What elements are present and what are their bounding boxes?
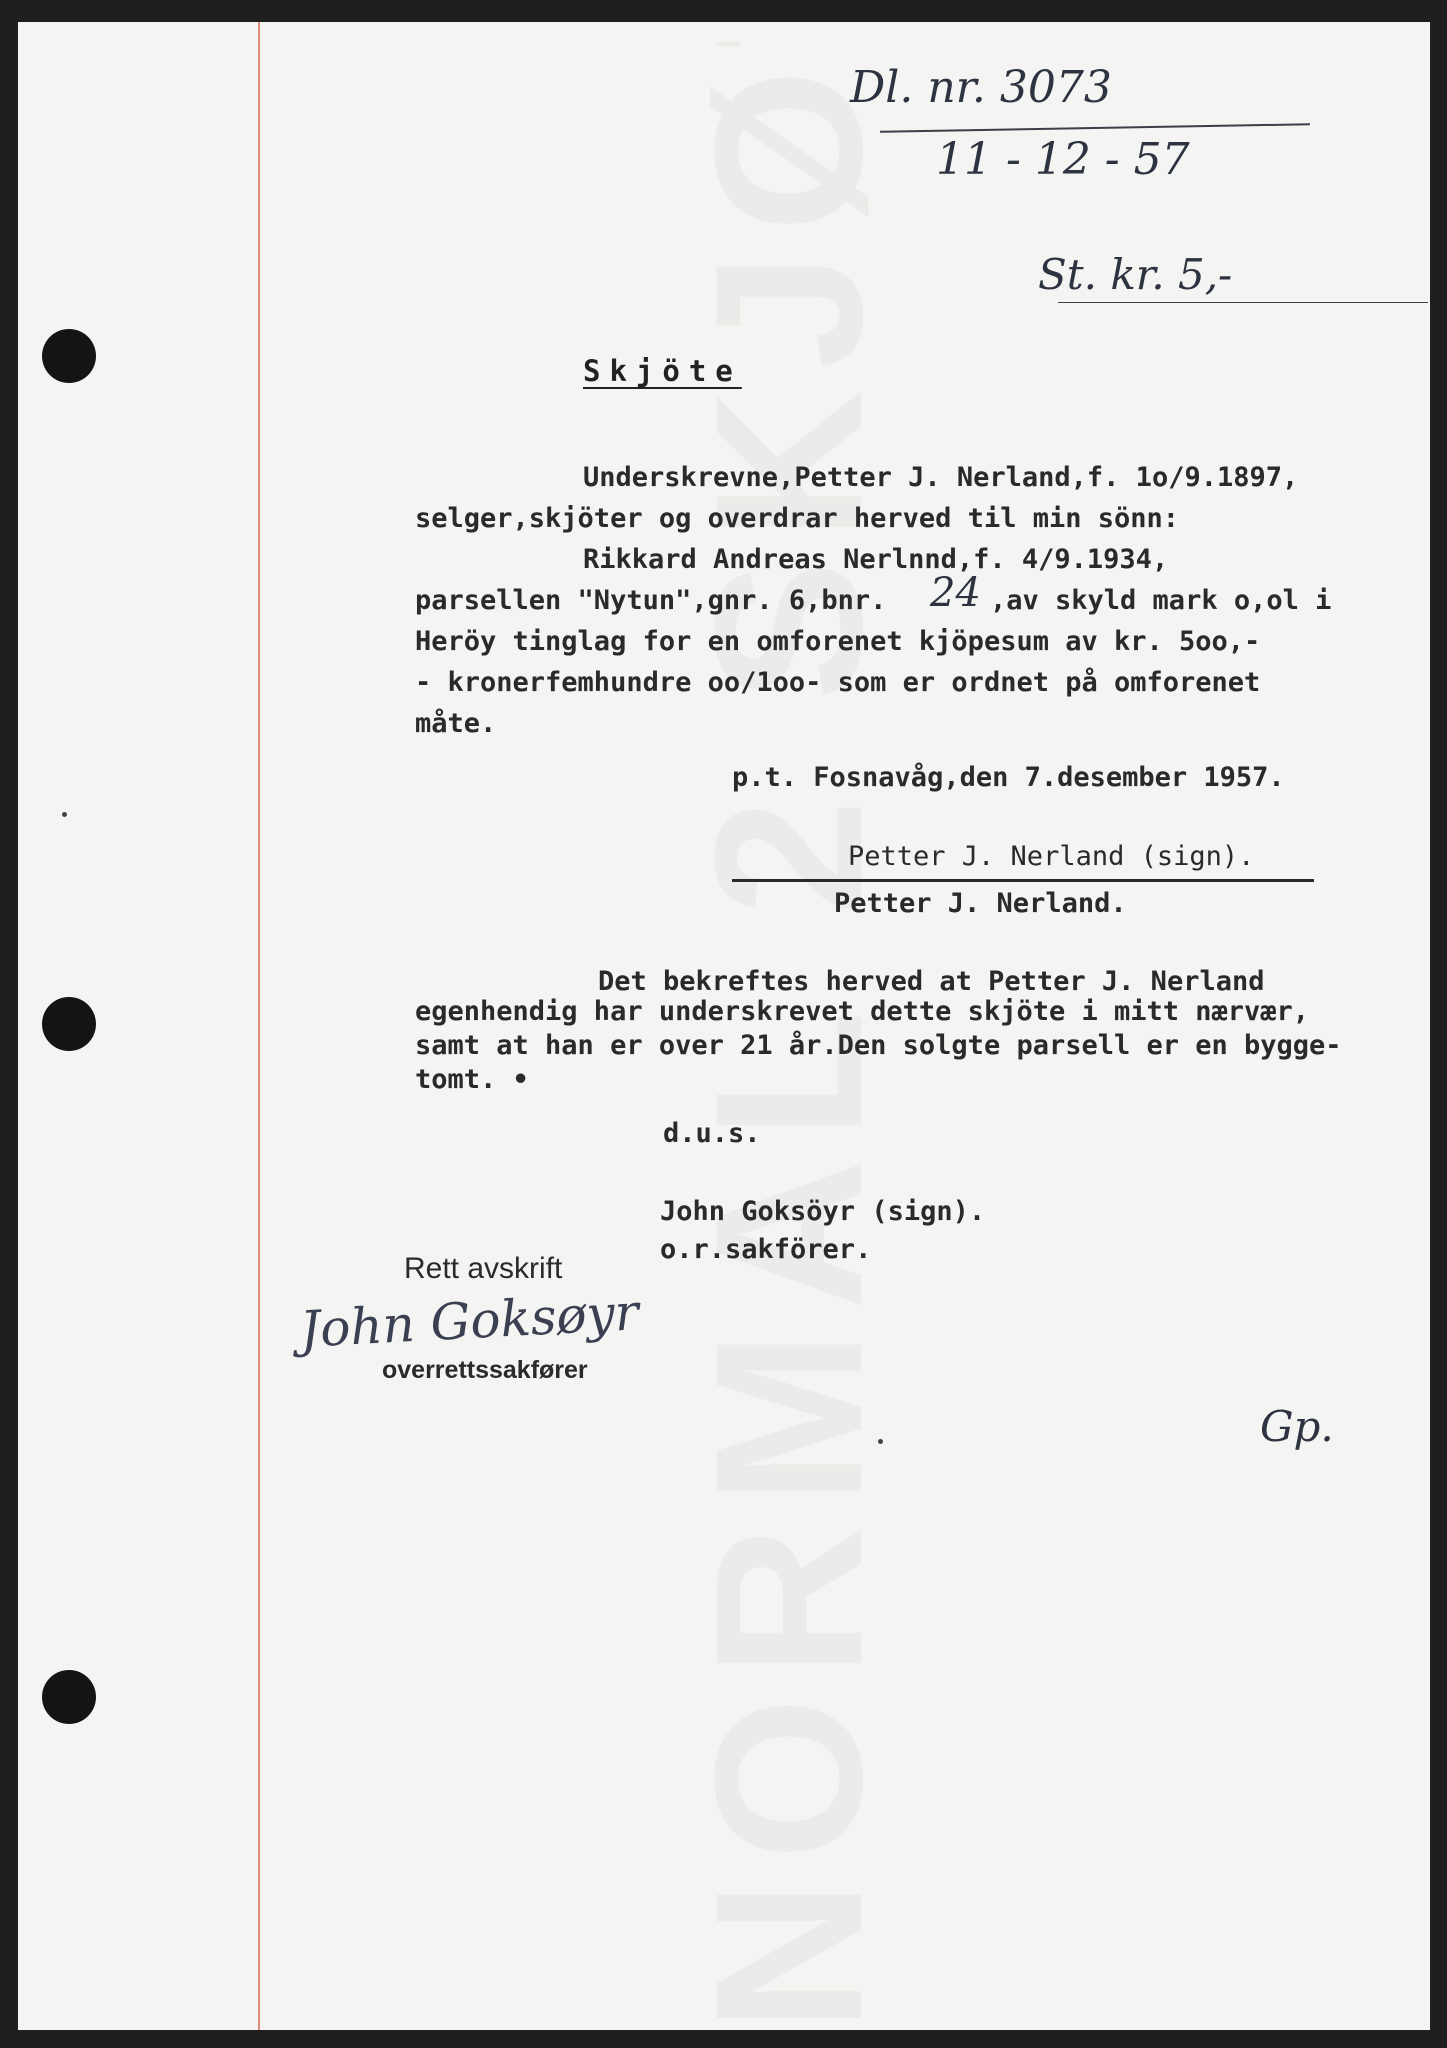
closing: d.u.s. — [663, 1118, 761, 1149]
speck — [878, 1439, 883, 1444]
punch-hole — [42, 329, 96, 383]
punch-hole — [42, 1670, 96, 1724]
signature-rule — [732, 879, 1314, 882]
bnr-handwritten: 24 — [930, 570, 981, 616]
body-line-1: Underskrevne,Petter J. Nerland,f. 1o/9.1897, — [583, 462, 1299, 493]
fee-rule — [1058, 302, 1428, 303]
confirmation-line-4: tomt. • — [415, 1064, 529, 1095]
witness-signature-typed: John Goksöyr (sign). — [660, 1196, 986, 1227]
body-line-6: - kronerfemhundre oo/1oo- som er ordnet på omforenet — [415, 667, 1261, 698]
place-date: p.t. Fosnavåg,den 7.desember 1957. — [732, 762, 1285, 793]
witness-title: o.r.sakförer. — [660, 1234, 872, 1265]
stamp-signature: John Goksøyr — [298, 1283, 640, 1359]
body-line-3: Rikkard Andreas Nerlnnd,f. 4/9.1934, — [583, 544, 1169, 575]
registration-fee: St. kr. 5,- — [1038, 250, 1233, 299]
stamp-heading: Rett avskrift — [404, 1252, 563, 1285]
seller-name: Petter J. Nerland. — [834, 888, 1127, 919]
seller-signature-typed: Petter J. Nerland (sign). — [848, 841, 1255, 872]
speck — [62, 812, 67, 817]
stamp-title: overrettssakfører — [382, 1356, 588, 1384]
body-line-4a: parsellen "Nytun",gnr. 6,bnr. — [415, 585, 887, 616]
margin-line — [258, 22, 260, 2030]
initials: Gp. — [1260, 1402, 1334, 1451]
punch-hole — [42, 997, 96, 1051]
confirmation-line-1: Det bekreftes herved at Petter J. Nerland — [598, 966, 1265, 997]
document-title: Skjöte — [583, 354, 742, 388]
body-line-7: måte. — [415, 708, 497, 739]
body-line-5: Heröy tinglag for en omforenet kjöpesum av kr. 5oo,- — [415, 626, 1261, 657]
registration-number: Dl. nr. 3073 — [850, 62, 1112, 113]
body-line-4b: ,av skyld mark o,ol i — [990, 585, 1332, 616]
document-page — [18, 22, 1430, 2030]
body-line-2: selger,skjöter og overdrar herved til min sönn: — [415, 503, 1180, 534]
registration-date: 11 - 12 - 57 — [936, 134, 1190, 185]
confirmation-line-3: samt at han er over 21 år.Den solgte parsell er en bygge- — [415, 1030, 1342, 1061]
registration-rule — [880, 123, 1310, 133]
confirmation-line-2: egenhendig har underskrevet dette skjöte i mitt nærvær, — [415, 996, 1310, 1027]
